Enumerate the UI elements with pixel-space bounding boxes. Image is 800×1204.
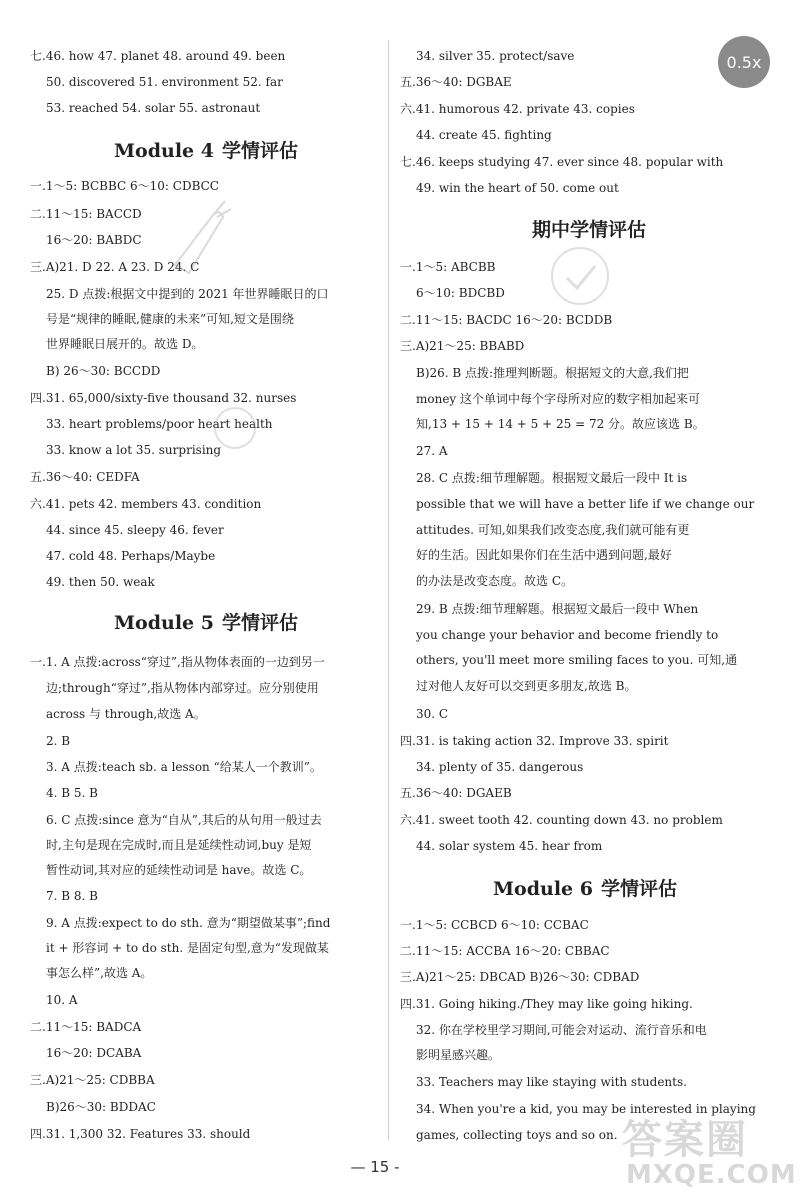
answer-line: games, collecting toys and so on. [416, 1128, 618, 1142]
heading-en: Module 5 [114, 612, 214, 634]
answer-line: 二.11～15: BADCA [30, 1020, 142, 1034]
answer-line: 六.41. humorous 42. private 43. copies [400, 102, 635, 116]
section-heading-module-5 [30, 608, 382, 635]
answer-line: 世界睡眠日展开的。故选 D。 [46, 337, 204, 351]
answer-line: 16～20: DCABA [46, 1046, 142, 1060]
answer-line: 10. A [46, 993, 78, 1007]
answer-line: 时,主句是现在完成时,而且是延续性动词,buy 是短 [46, 838, 312, 852]
answer-line: 一.1～5: BCBBC 6～10: CDBCC [30, 179, 219, 193]
answer-line: 34. When you're a kid, you may be interested in playing [416, 1102, 756, 1116]
answer-line: B)26. B 点拨:推理判断题。根据短文的大意,我们把 [416, 366, 689, 380]
answer-line: 34. silver 35. protect/save [416, 49, 575, 63]
answer-line: 4. B 5. B [46, 786, 98, 800]
answer-line: 25. D 点拨:根据文中提到的 2021 年世界睡眠日的口 [46, 287, 329, 301]
answer-line: 49. then 50. weak [46, 575, 155, 589]
answer-line: 16～20: BABDC [46, 233, 142, 247]
watermark-url: MXQE.COM [626, 1160, 797, 1190]
answer-line: 六.41. pets 42. members 43. condition [30, 497, 262, 511]
answer-line: 五.36～40: CEDFA [30, 470, 140, 484]
answer-line: 七.46. keeps studying 47. ever since 48. popular with [400, 155, 724, 169]
answer-line: 7. B 8. B [46, 889, 98, 903]
answer-line: 2. B [46, 734, 71, 748]
answer-line: 44. solar system 45. hear from [416, 839, 603, 853]
answer-line: 33. Teachers may like staying with students. [416, 1075, 687, 1089]
answer-line: 33. know a lot 35. surprising [46, 443, 222, 457]
answer-line: 三.A)21～25: CDBBA [30, 1073, 155, 1087]
check-stamp-icon [210, 400, 260, 460]
answer-line: 五.36～40: DGBAE [400, 75, 512, 89]
answer-line: 27. A [416, 444, 448, 458]
answer-line: you change your behavior and become friendly to [416, 628, 719, 642]
answer-line: money 这个单词中每个字母所对应的数字相加起来可 [416, 392, 701, 406]
heading-cn: 学情评估 [221, 140, 298, 162]
zoom-indicator[interactable]: 0.5x [718, 36, 770, 88]
answer-line: 二.11～15: BACDC 16～20: BCDDB [400, 313, 613, 327]
section-heading-module-6 [400, 874, 770, 901]
answer-line: 号是“规律的睡眠,健康的未来”可知,短文是围绕 [46, 312, 294, 326]
heading-cn: 学情评估 [221, 612, 298, 634]
answer-line: 好的生活。因此如果你们在生活中遇到问题,最好 [416, 548, 672, 562]
answer-line: 二.11～15: ACCBA 16～20: CBBAC [400, 944, 610, 958]
answer-line: 34. plenty of 35. dangerous [416, 760, 584, 774]
answer-line: 一.1～5: CCBCD 6～10: CCBAC [400, 918, 589, 932]
answer-line: 事怎么样”,故选 A。 [46, 966, 153, 980]
answer-line: 四.31. is taking action 32. Improve 33. spirit [400, 734, 669, 748]
answer-line: 49. win the heart of 50. come out [416, 181, 619, 195]
heading-en: Module 6 [493, 878, 593, 900]
answer-line: 6. C 点拨:since 意为“自从”,其后的从句用一般过去 [46, 813, 322, 827]
answer-line: 44. since 45. sleepy 46. fever [46, 523, 224, 537]
answer-line: 44. create 45. fighting [416, 128, 552, 142]
answer-line: 边;through“穿过”,指从物体内部穿过。应分别使用 [46, 681, 319, 695]
answer-line: others, you'll meet more smiling faces to you. 可知,通 [416, 653, 738, 667]
answer-line: 三.A)21. D 22. A 23. D 24. C [30, 260, 200, 274]
answer-line: 33. heart problems/poor heart health [46, 417, 273, 431]
heading-cn: 学情评估 [600, 878, 677, 900]
heading-cn: 期中学情评估 [531, 219, 646, 241]
answer-line: 6～10: BDCBD [416, 286, 505, 300]
answer-line: 53. reached 54. solar 55. astronaut [46, 101, 261, 115]
answer-line: 暂性动词,其对应的延续性动词是 have。故选 C。 [46, 863, 312, 877]
answer-line: 七.46. how 47. planet 48. around 49. been [30, 49, 286, 63]
answer-line: 知,13 + 15 + 14 + 5 + 25 = 72 分。故应该选 B。 [416, 417, 705, 431]
answer-line: 二.11～15: BACCD [30, 207, 142, 221]
answer-line: 一.1～5: ABCBB [400, 260, 496, 274]
answer-line: attitudes. 可知,如果我们改变态度,我们就可能有更 [416, 523, 690, 537]
page-number: — 15 - [350, 1158, 400, 1176]
carrot-stamp-icon [165, 195, 235, 285]
answer-line: 50. discovered 51. environment 52. far [46, 75, 283, 89]
answer-line: B)26～30: BDDAC [46, 1100, 156, 1114]
check-stamp-icon [545, 236, 615, 346]
answer-line: 过对他人友好可以交到更多朋友,故选 B。 [416, 679, 637, 693]
answer-line: 一.1. A 点拨:across“穿过”,指从物体表面的一边到另一 [30, 655, 325, 669]
answer-line: 30. C [416, 707, 449, 721]
answer-line: 47. cold 48. Perhaps/Maybe [46, 549, 216, 563]
answer-line: 32. 你在学校里学习期间,可能会对运动、流行音乐和电 [416, 1023, 707, 1037]
answer-line: 五.36～40: DGAEB [400, 786, 512, 800]
heading-en: Module 4 [114, 140, 214, 162]
answer-line: 影明星感兴趣。 [416, 1048, 501, 1062]
watermark-logo [618, 1108, 797, 1198]
answer-line: 四.31. 1,300 32. Features 33. should [30, 1127, 251, 1141]
answer-line: 三.A)21～25: DBCAD B)26～30: CDBAD [400, 970, 640, 984]
answer-line: possible that we will have a better life if we change our [416, 497, 755, 511]
answer-line: 9. A 点拨:expect to do sth. 意为“期望做某事”;find [46, 916, 331, 930]
answer-line: it + 形容词 + to do sth. 是固定句型,意为“发现做某 [46, 941, 329, 955]
answer-line: B) 26～30: BCCDD [46, 364, 161, 378]
answer-line: 四.31. 65,000/sixty-five thousand 32. nurses [30, 391, 297, 405]
answer-line: 3. A 点拨:teach sb. a lesson “给某人一个教训”。 [46, 760, 322, 774]
answer-line: across 与 through,故选 A。 [46, 707, 206, 721]
answer-line: 的办法是改变态度。故选 C。 [416, 574, 573, 588]
answer-line: 四.31. Going hiking./They may like going hiking. [400, 997, 693, 1011]
answer-line: 三.A)21～25: BBABD [400, 339, 525, 353]
section-heading-module-4 [30, 136, 382, 163]
answer-line: 六.41. sweet tooth 42. counting down 43. no problem [400, 813, 723, 827]
watermark-cn: 答案圈 [622, 1117, 748, 1163]
column-divider [388, 40, 389, 1140]
answer-line: 28. C 点拨:细节理解题。根据短文最后一段中 It is [416, 471, 688, 485]
answer-line: 29. B 点拨:细节理解题。根据短文最后一段中 When [416, 602, 699, 616]
